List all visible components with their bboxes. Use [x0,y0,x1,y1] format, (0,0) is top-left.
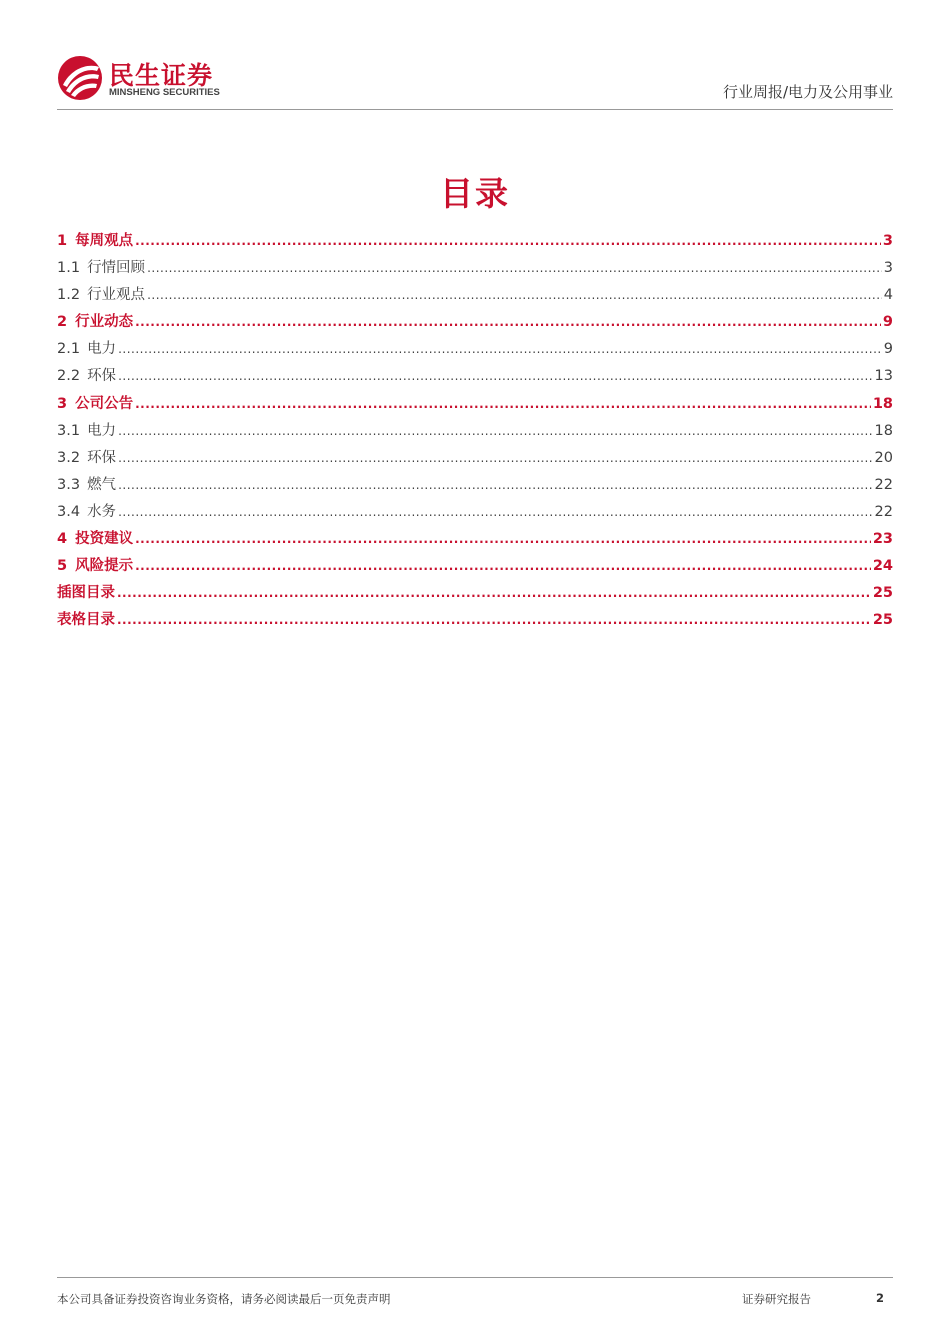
toc-dot-leader [118,445,872,472]
toc-entry-number: 4 [57,531,68,548]
toc-entry-label: 公司公告 [75,395,134,412]
toc-entry-page: 22 [874,503,893,520]
toc-entry-label: 投资建议 [75,531,134,548]
toc-entry[interactable] [57,336,893,363]
toc-entry[interactable] [57,418,893,445]
toc-entry[interactable] [57,472,893,499]
logo-chinese-name: 民生证券 [109,61,214,90]
toc-entry[interactable] [57,255,893,282]
footer-disclaimer: 本公司具备证券投资咨询业务资格，请务必阅读最后一页免责声明 [57,1292,391,1306]
toc-entry[interactable] [57,580,893,607]
toc-dot-leader [135,228,881,255]
toc-entry[interactable] [57,363,893,390]
toc-entry-number: 1.2 [57,287,81,304]
toc-entry-label: 水务 [87,503,117,520]
toc-entry-label: 行情回顾 [87,260,146,277]
toc-entry-page: 18 [874,422,893,439]
toc-dot-leader [118,472,872,499]
toc-entry-number: 3.4 [57,503,81,520]
toc-entry-page: 23 [872,531,893,548]
toc-entry[interactable] [57,445,893,472]
table-of-contents [57,228,893,634]
toc-entry-number: 5 [57,558,68,575]
toc-dot-leader [135,553,871,580]
toc-entry-page: 22 [874,476,893,493]
toc-entry[interactable] [57,553,893,580]
toc-dot-leader [135,526,871,553]
report-category: 行业周报/电力及公用事业 [722,83,893,101]
toc-dot-leader [117,580,871,607]
footer-doc-type: 证券研究报告 [742,1292,811,1306]
toc-entry-label: 电力 [87,341,117,358]
toc-entry-label: 电力 [87,422,117,439]
toc-entry-number: 2 [57,314,68,331]
toc-entry-number: 3 [57,395,68,412]
toc-entry-page: 3 [883,260,893,277]
toc-entry[interactable] [57,282,893,309]
toc-entry-page: 9 [883,341,893,358]
toc-dot-leader [147,282,882,309]
header-divider [57,109,893,110]
toc-dot-leader [135,391,871,418]
toc-entry-page: 4 [883,287,893,304]
page-header [57,52,893,108]
toc-entry-label: 燃气 [87,476,117,493]
toc-entry-label: 表格目录 [57,612,115,629]
toc-entry-page: 9 [882,314,893,331]
toc-entry-page: 20 [874,449,893,466]
toc-entry-label: 行业动态 [75,314,134,331]
toc-entry-label: 插图目录 [57,585,115,602]
minsheng-logo-icon [57,55,103,101]
toc-entry-page: 25 [872,585,893,602]
toc-entry-number: 1 [57,233,68,249]
toc-entry-label: 每周观点 [75,233,134,249]
toc-entry-number: 2.2 [57,368,81,385]
toc-entry-page: 24 [872,558,893,575]
toc-entry-label: 风险提示 [75,558,134,575]
toc-entry-number: 3.3 [57,476,81,493]
toc-entry[interactable] [57,309,893,336]
toc-dot-leader [118,336,882,363]
toc-entry-page: 3 [882,233,893,249]
toc-dot-leader [117,607,871,634]
logo-english-name: MINSHENG SECURITIES [109,87,220,98]
toc-dot-leader [118,363,872,390]
toc-entry[interactable] [57,391,893,418]
toc-entry[interactable] [57,607,893,634]
toc-entry-label: 环保 [87,449,117,466]
toc-dot-leader [118,418,872,445]
toc-entry-number: 2.1 [57,341,81,358]
toc-dot-leader [147,255,882,282]
toc-entry[interactable] [57,499,893,526]
toc-entry[interactable] [57,228,893,255]
toc-entry-page: 13 [874,368,893,385]
toc-entry-label: 环保 [87,368,117,385]
toc-dot-leader [118,499,872,526]
toc-dot-leader [135,309,881,336]
toc-entry-page: 18 [872,395,893,412]
toc-entry-number: 1.1 [57,260,81,277]
page-number: 2 [875,1291,884,1305]
toc-entry[interactable] [57,526,893,553]
footer-divider [57,1277,893,1278]
toc-entry-number: 3.1 [57,422,81,439]
toc-entry-page: 25 [872,612,893,629]
toc-entry-number: 3.2 [57,449,81,466]
toc-entry-label: 行业观点 [87,287,146,304]
page-title: 目录 [440,174,510,213]
